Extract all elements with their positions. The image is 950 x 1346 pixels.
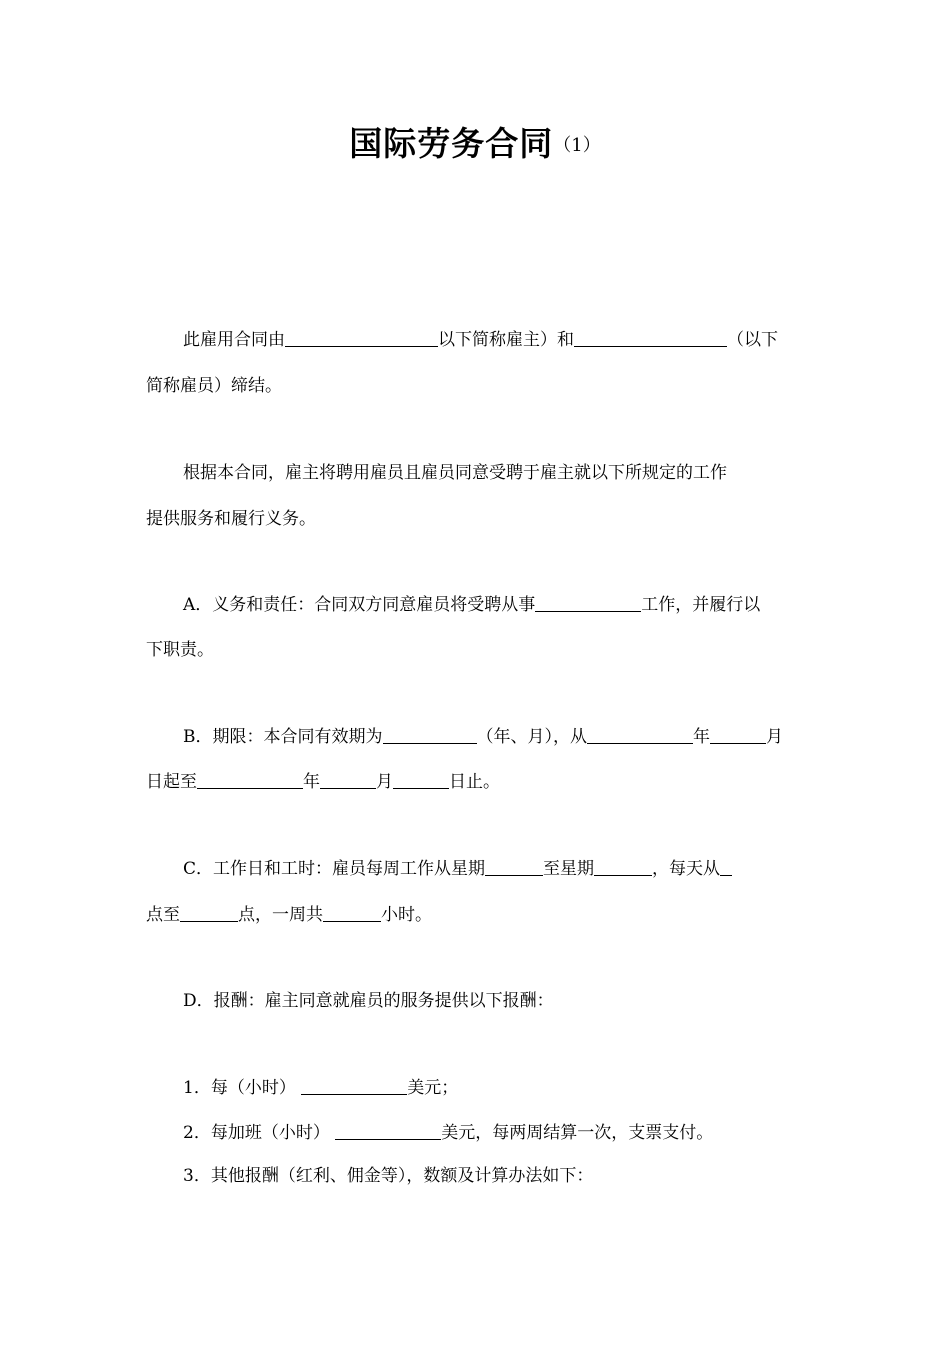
intro-line-1 [183,328,810,352]
clause-c-text-2: 至星期 [543,859,595,879]
clause-c-line-1 [183,857,810,881]
intro-text-4: 简称雇员）缔结。 [146,376,282,396]
title-subtitle: （1） [553,135,601,156]
basis-line-1 [183,461,810,485]
pay-item-2-text-1: 2．每加班（小时） [183,1123,330,1143]
weekly-hours-blank[interactable] [323,903,381,922]
clause-b-text-7: 月 [376,772,393,792]
clause-a-line-2 [146,638,810,662]
clause-b-line-2 [146,770,810,794]
clause-b-text-2: （年、月），从 [476,727,587,747]
basis-line-2 [146,507,810,531]
pay-item-2-text-2: 美元，每两周结算一次，支票支付。 [441,1123,714,1143]
end-day-blank[interactable] [393,770,449,789]
basis-text-2: 提供服务和履行义务。 [146,509,316,529]
start-month-blank[interactable] [710,725,766,744]
intro-line-2 [146,374,810,398]
end-year-blank[interactable] [197,770,303,789]
intro-text-1: 此雇用合同由 [183,330,285,350]
start-year-blank[interactable] [587,725,693,744]
pay-item-2 [183,1121,810,1145]
document-title [0,118,950,165]
clause-d-text-1: D．报酬：雇主同意就雇员的服务提供以下报酬： [183,991,554,1011]
pay-item-3 [183,1164,810,1188]
job-title-blank[interactable] [535,593,641,612]
clause-b-text-6: 年 [303,772,320,792]
end-month-blank[interactable] [320,770,376,789]
pay-item-3-text-1: 3．其他报酬（红利、佣金等），数额及计算办法如下： [183,1166,594,1186]
pay-item-1-text-1: 1．每（小时） [183,1078,296,1098]
weekday-to-blank[interactable] [594,857,652,876]
clause-a-line-1 [183,593,810,617]
clause-d-line-1 [183,989,810,1013]
basis-text-1: 根据本合同，雇主将聘用雇员且雇员同意受聘于雇主就以下所规定的工作 [183,463,727,483]
clause-c-text-6: 小时。 [381,905,432,925]
clause-c-text-1: C．工作日和工时：雇员每周工作从星期 [183,859,486,879]
weekday-from-blank[interactable] [485,857,543,876]
clause-b-text-4: 月 [766,727,783,747]
clause-a-text-1: A．义务和责任：合同双方同意雇员将受聘从事 [183,595,536,615]
clause-c-text-3: ，每天从 [652,859,721,879]
clause-c-line-2 [146,903,810,927]
hourly-rate-blank[interactable] [301,1076,407,1095]
clause-b-text-8: 日止。 [449,772,500,792]
term-length-blank[interactable] [383,725,477,744]
clause-b-text-3: 年 [693,727,710,747]
employee-name-blank[interactable] [574,328,727,347]
clause-a-text-3: 下职责。 [146,640,214,660]
daily-end-hour-blank[interactable] [180,903,238,922]
pay-item-1-text-2: 美元； [407,1078,459,1098]
title-main: 国际劳务合同 [349,124,554,163]
clause-c-text-4: 点至 [146,905,180,925]
daily-start-hour-blank[interactable] [720,857,732,876]
clause-b-text-5: 日起至 [146,772,197,792]
pay-item-1 [183,1076,810,1100]
clause-c-text-5: 点，一周共 [238,905,323,925]
intro-text-2: 以下简称雇主）和 [438,330,574,350]
intro-text-3: （以下 [727,330,778,350]
clause-b-line-1 [183,725,810,749]
clause-b-text-1: B．期限：本合同有效期为 [183,727,383,747]
overtime-rate-blank[interactable] [335,1121,441,1140]
clause-a-text-2: 工作，并履行以 [641,595,761,615]
employer-name-blank[interactable] [285,328,438,347]
